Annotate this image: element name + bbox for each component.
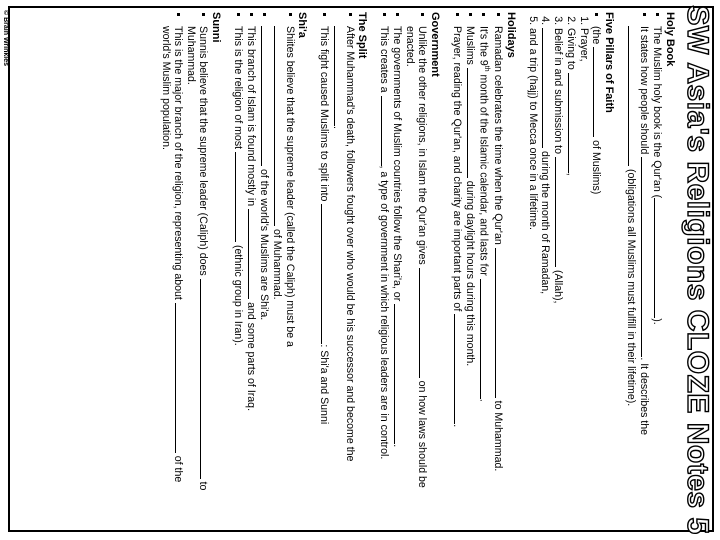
section-heading: Sunni bbox=[210, 12, 223, 43]
list-item: 4. during the month of Ramadan, bbox=[539, 28, 552, 512]
list-item: ▪ of the world's Muslims are Shi'a. bbox=[258, 26, 271, 512]
blank-line[interactable] bbox=[248, 209, 258, 299]
list-item: ▪ The Muslim holy book is the Qur'an (). bbox=[651, 26, 664, 512]
blank-line[interactable] bbox=[261, 26, 271, 166]
blank-line[interactable] bbox=[394, 304, 404, 444]
section-holy-book bbox=[625, 12, 676, 512]
blank-line[interactable] bbox=[480, 279, 490, 399]
blank-line[interactable] bbox=[419, 268, 429, 378]
page-title: SW Asia's Religions CLOZE Notes 5 bbox=[681, 5, 714, 535]
list-item: ▪ Shiites believe that the supreme leader (called the Caliph) must be a of Muhammad. bbox=[271, 26, 296, 512]
blank-line[interactable] bbox=[200, 279, 210, 479]
blank-line[interactable] bbox=[454, 314, 464, 424]
blank-line[interactable] bbox=[175, 303, 185, 453]
section-five-pillars bbox=[527, 12, 615, 512]
section-sunni bbox=[160, 12, 222, 512]
blank-line[interactable] bbox=[568, 73, 578, 173]
section-shia bbox=[232, 12, 308, 512]
section-heading: Five Pillars of Faith bbox=[603, 12, 615, 113]
blank-line[interactable] bbox=[555, 157, 565, 267]
list-item: ▪ Unlike the other religions, in Islam the Qur'an gives on how laws should be enacted. bbox=[404, 26, 429, 512]
blank-line[interactable] bbox=[628, 26, 638, 166]
blank-line[interactable] bbox=[235, 152, 245, 242]
section-heading: Shi'a bbox=[296, 12, 309, 38]
list-item: ▪ It's the 9th month of the Islamic calendar, and lasts for . bbox=[477, 26, 492, 512]
list-item: ▪ Muslims during daylight hours during this month. bbox=[464, 26, 477, 512]
section-holidays bbox=[451, 12, 517, 512]
blank-line[interactable] bbox=[381, 96, 391, 166]
list-item: ▪ It states how people should . It describes the (obligations all Muslims must fulfill in their lifetime). bbox=[625, 26, 651, 512]
section-heading: Holy Book bbox=[664, 12, 676, 67]
list-item: 1. Prayer, bbox=[578, 28, 590, 512]
list-item: ▪ This branch of Islam is found mostly in and some parts of Iraq. bbox=[245, 26, 258, 512]
list-item: ▪ Ramadan celebrates the time when the Qur'an to Muhammad. bbox=[492, 26, 505, 512]
blank-line[interactable] bbox=[274, 26, 284, 226]
list-item: 2. Giving to , bbox=[565, 28, 578, 512]
list-item: 3. Belief in and submission to (Allah), bbox=[552, 28, 565, 512]
list-item: ▪ After Muhammad's death, followers fought over who would be his successor and become the . bbox=[331, 26, 356, 512]
list-item: ▪ Sunnis believe that the supreme leader (Caliph) does to Muhammad. bbox=[185, 26, 210, 512]
list-item: ▪ This fight caused Muslims to split into : Shi'a and Sunni bbox=[318, 26, 331, 512]
list-item: ▪ The governments of Muslim countries follow the Shari'a, or . bbox=[391, 26, 404, 512]
section-heading: Holidays bbox=[505, 12, 517, 58]
list-item: ▪ This is the major branch of the religion, representing about of the world's Muslim population. bbox=[160, 26, 185, 512]
blank-line[interactable] bbox=[495, 248, 505, 398]
blank-line[interactable] bbox=[334, 26, 344, 126]
blank-line[interactable] bbox=[467, 68, 477, 178]
list-item: 5. and a trip (hajj) to Mecca once in a lifetime. bbox=[527, 28, 539, 512]
list-item: ▪ Prayer, reading the Qur'an, and charity are important parts of . bbox=[451, 26, 464, 512]
notes-body bbox=[160, 12, 676, 512]
blank-line[interactable] bbox=[321, 204, 331, 344]
list-item: ▪ This is the religion of most (ethnic group in Iran). bbox=[232, 26, 245, 512]
blank-line[interactable] bbox=[641, 157, 651, 357]
section-the-split bbox=[318, 12, 368, 512]
blank-line[interactable] bbox=[542, 28, 552, 148]
section-government bbox=[378, 12, 441, 512]
section-heading: The Split bbox=[356, 12, 369, 59]
copyright-text: © Brain Wrinkles bbox=[2, 10, 9, 66]
list-item: ▪ (the of Muslims) bbox=[590, 26, 603, 512]
blank-line[interactable] bbox=[593, 47, 603, 137]
blank-line[interactable] bbox=[654, 198, 664, 318]
section-heading: Government bbox=[429, 12, 442, 77]
list-item: ▪ This creates a , a type of government in which religious leaders are in control. bbox=[378, 26, 391, 512]
